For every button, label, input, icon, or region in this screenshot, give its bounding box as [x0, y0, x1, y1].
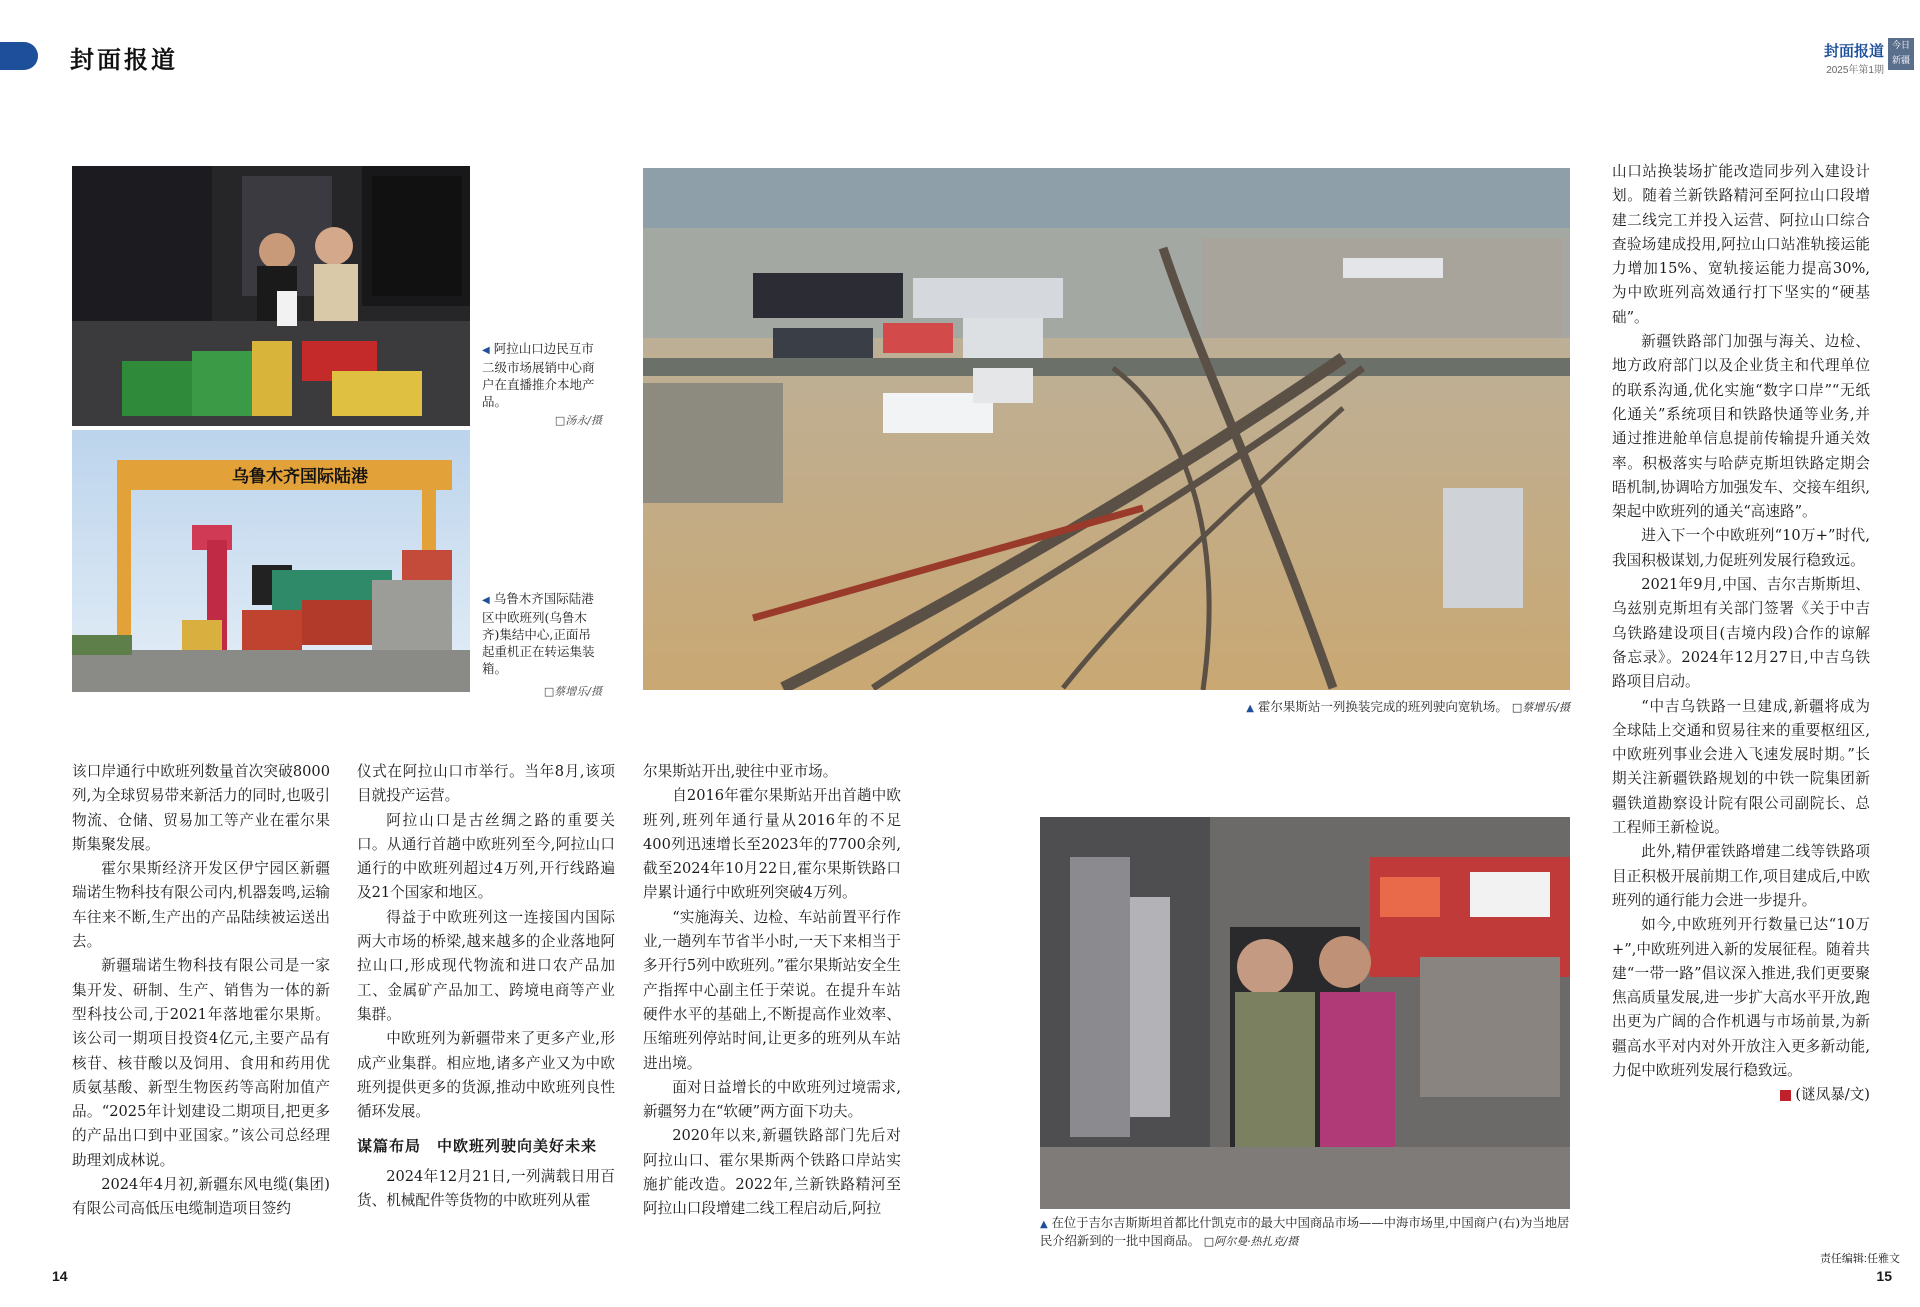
- text-column-4: [1612, 160, 1870, 1108]
- caption-pointer-icon: ▲: [1246, 703, 1254, 714]
- paragraph: 如今,中欧班列开行数量已达“10万+”,中欧班列进入新的发展征程。随着共建“一带一路”倡议深入推进,我们更要聚焦高质量发展,进一步扩大高水平开放,跑出更为广阔的合作机遇与市场前景,为新疆高水平对内对外开放注入更多新动能,力促中欧班列发展行稳致远。: [1612, 916, 1870, 1079]
- photo-market: [1040, 817, 1570, 1209]
- text-column-1: [72, 760, 330, 1222]
- paragraph: 2024年12月21日,一列满载日用百货、机械配件等货物的中欧班列从霍: [357, 1167, 615, 1210]
- paragraph: 2020年以来,新疆铁路部门先后对阿拉山口、霍尔果斯两个铁路口岸站实施扩能改造。2022年,兰新铁路精河至阿拉山口段增建二线工程启动后,阿拉: [643, 1127, 901, 1218]
- paragraph: 中欧班列为新疆带来了更多产业,形成产业集群。相应地,诸多产业又为中欧班列提供更多的货源,推动中欧班列良性循环发展。: [357, 1030, 615, 1121]
- caption-pointer-icon: ▲: [1040, 1219, 1048, 1230]
- page-number-left: 14: [52, 1268, 68, 1284]
- paragraph: “实施海关、边检、车站前置平行作业,一趟列车节省半小时,一天下来相当于多开行5列中欧班列。”霍尔果斯站安全生产指挥中心副主任于荣说。在提升车站硬件水平的基础上,不断提高作业效率、压缩班列停站时间,让更多的班列从车站进出境。: [643, 908, 901, 1072]
- caption-market: ▲ 在位于吉尔吉斯斯坦首都比什凯克市的最大中国商品市场——中海市场里,中国商户(右)为当地居民介绍新到的一批中国商品。 □阿尔曼·热扎克/摄: [1040, 1216, 1570, 1248]
- section-title: 封面报道: [70, 45, 178, 74]
- paragraph: 面对日益增长的中欧班列过境需求,新疆努力在“软硬”两方面下功夫。: [643, 1078, 901, 1121]
- paragraph: 进入下一个中欧班列“10万+”时代,我国积极谋划,力促班列发展行稳致远。: [1612, 527, 1870, 569]
- paragraph: 此外,精伊霍铁路增建二线等铁路项目正积极开展前期工作,项目建成后,中欧班列的通行能力会进一步提升。: [1612, 843, 1870, 909]
- text-column-2: [357, 760, 615, 1213]
- paragraph: 新疆铁路部门加强与海关、边检、地方政府部门以及企业货主和代理单位的联系沟通,优化实施“数字口岸”“无纸化通关”系统项目和铁路快通等业务,并通过推进舱单信息提前传输提升通关效率。积极落实与哈萨克斯坦铁路定期会晤机制,协调哈方加强发车、交接车组织,架起中欧班列的通关“高速路”。: [1612, 333, 1870, 521]
- paragraph: 自2016年霍尔果斯站开出首趟中欧班列,班列年通行量从2016年的不足400列迅速增长至2023年的7700余列,截至2024年10月22日,霍尔果斯铁路口岸累计通行中欧班列突破4万列。: [643, 787, 901, 902]
- series-title: 封面报道: [1823, 43, 1884, 60]
- caption-pointer-icon: ◀: [482, 595, 490, 606]
- paragraph: 山口站换装场扩能改造同步列入建设计划。随着兰新铁路精河至阿拉山口段增建二线完工并投入运营、阿拉山口综合查验场建成投用,阿拉山口站准轨接运能力增加15%、宽轨接运能力提高30%,为中欧班列高效通行打下坚实的“硬基础”。: [1612, 163, 1870, 326]
- paragraph: “中吉乌铁路一旦建成,新疆将成为全球陆上交通和贸易往来的重要枢纽区,中欧班列事业会进入飞速发展时期。”长期关注新疆铁路规划的中铁一院集团新疆铁道勘察设计院有限公司副院长、总工程师王新检说。: [1612, 697, 1870, 837]
- paragraph: 2024年4月初,新疆东风电缆(集团)有限公司高低压电缆制造项目签约: [72, 1176, 330, 1218]
- section-tab-marker: [0, 42, 38, 70]
- credit-crane: □蔡增乐/摄: [543, 685, 602, 698]
- photo-aerial-railway: [643, 168, 1570, 690]
- crane-sign-text: 乌鲁木齐国际陆港: [232, 467, 368, 487]
- paragraph: 霍尔果斯经济开发区伊宁园区新疆瑞诺生物科技有限公司内,机器轰鸣,运输车往来不断,生产出的产品陆续被运送出去。: [72, 860, 330, 951]
- text-column-3: [643, 760, 901, 1222]
- paragraph: 该口岸通行中欧班列数量首次突破8000列,为全球贸易带来新活力的同时,也吸引物流、仓储、贸易加工等产业在霍尔果斯集聚发展。: [72, 763, 330, 853]
- end-mark-icon: [1780, 1090, 1791, 1101]
- paragraph: 2021年9月,中国、吉尔吉斯斯坦、乌兹别克斯坦有关部门签署《关于中吉乌铁路建设项目(吉境内段)合作的谅解备忘录》。2024年12月27日,中吉乌铁路项目启动。: [1612, 576, 1870, 691]
- caption-aerial: ▲ 霍尔果斯站一列换装完成的班列驶向宽轨场。 □蔡增乐/摄: [1246, 699, 1570, 714]
- credit-livestream: □汤永/摄: [554, 414, 602, 427]
- photo-crane: [72, 430, 470, 692]
- caption-pointer-icon: ◀: [482, 345, 490, 356]
- page-number-right: 15: [1876, 1268, 1892, 1284]
- photo-livestream: [72, 166, 470, 426]
- paragraph: 仪式在阿拉山口市举行。当年8月,该项目就投产运营。: [357, 763, 615, 805]
- editor-credit: 责任编辑:任雅文: [1819, 1253, 1900, 1265]
- byline: (谜凤暴/文): [1612, 1083, 1870, 1107]
- caption-livestream: ◀ 阿拉山口边民互市二级市场展销中心商户在直播推介本地产品。: [482, 341, 595, 409]
- paragraph: 得益于中欧班列这一连接国内国际两大市场的桥梁,越来越多的企业落地阿拉山口,形成现代物流和进口农产品加工、金属矿产品加工、跨境电商等产业集群。: [357, 908, 615, 1023]
- issue-label: 2025年第1期: [1826, 65, 1884, 76]
- caption-crane: ◀ 乌鲁木齐国际陆港区中欧班列(乌鲁木齐)集结中心,正面吊起重机正在转运集装箱。: [482, 591, 595, 676]
- running-header: [1824, 40, 1884, 76]
- magazine-logo: 今日 新疆: [1888, 38, 1914, 70]
- paragraph: 阿拉山口是古丝绸之路的重要关口。从通行首趟中欧班列至今,阿拉山口通行的中欧班列超过4万列,开行线路遍及21个国家和地区。: [357, 811, 615, 902]
- paragraph: 尔果斯站开出,驶往中亚市场。: [643, 763, 838, 780]
- section-subheading: 谋篇布局 中欧班列驶向美好未来: [357, 1137, 598, 1156]
- paragraph: 新疆瑞诺生物科技有限公司是一家集开发、研制、生产、销售为一体的新型科技公司,于2021年落地霍尔果斯。该公司一期项目投资4亿元,主要产品有核苷、核苷酸以及饲用、食用和药用优质氨基酸、新型生物医药等高附加值产品。“2025年计划建设二期项目,把更多的产品出口到中亚国家。”该公司总经理助理刘成林说。: [72, 957, 330, 1169]
